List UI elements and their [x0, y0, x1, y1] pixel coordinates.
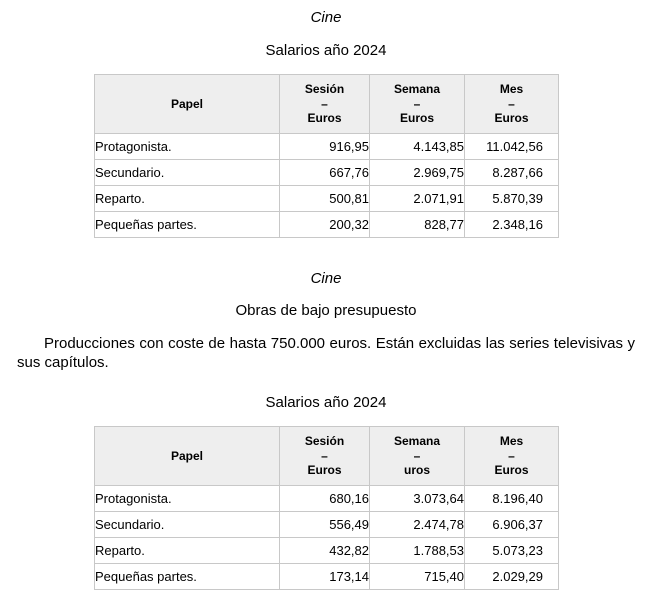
table-row: [95, 134, 559, 160]
cell-papel: Pequeñas partes.: [95, 212, 280, 238]
col-header-mes: [465, 427, 559, 486]
cell-mes: 8.196,40: [465, 486, 559, 512]
cell-mes: 6.906,37: [465, 512, 559, 538]
cell-papel: Reparto.: [95, 538, 280, 564]
cell-sesion: 500,81: [280, 186, 370, 212]
cell-semana: 715,40: [370, 564, 465, 590]
table-row: [95, 512, 559, 538]
cell-papel: Protagonista.: [95, 486, 280, 512]
cell-mes: 8.287,66: [465, 160, 559, 186]
cell-semana: 1.788,53: [370, 538, 465, 564]
section2-paragraph: Producciones con coste de hasta 750.000 euros. Están excluidas las series televisivas y sus capítulos.: [17, 335, 635, 371]
cell-papel: Pequeñas partes.: [95, 564, 280, 590]
col-header-papel: [95, 427, 280, 486]
header-unit: uros: [403, 463, 430, 478]
header-unit: Euros: [307, 111, 342, 126]
header-unit: Euros: [399, 111, 434, 126]
col-header-sesion: [280, 427, 370, 486]
col-header-mes: [465, 75, 559, 134]
table-row: [95, 212, 559, 238]
col-header-semana: [370, 427, 465, 486]
table-row: [95, 160, 559, 186]
cell-mes: 2.348,16: [465, 212, 559, 238]
header-unit: Euros: [307, 463, 342, 478]
header-unit: Euros: [494, 463, 529, 478]
header-dash: –: [508, 448, 515, 463]
cell-sesion: 432,82: [280, 538, 370, 564]
salary-table-1: [94, 74, 559, 238]
cell-mes: 5.073,23: [465, 538, 559, 564]
salary-table-2: [94, 426, 559, 590]
cell-sesion: 916,95: [280, 134, 370, 160]
header-text: Sesión: [304, 82, 345, 97]
cell-papel: Reparto.: [95, 186, 280, 212]
table-row: [95, 564, 559, 590]
table-row: [95, 486, 559, 512]
header-text: Semana: [393, 434, 441, 449]
section2-title: Cine: [310, 270, 342, 287]
table-row: [95, 186, 559, 212]
section2-heading: Obras de bajo presupuesto: [235, 302, 417, 319]
col-header-sesion: [280, 75, 370, 134]
cell-sesion: 200,32: [280, 212, 370, 238]
table-header-row: [95, 75, 559, 134]
cell-semana: 2.071,91: [370, 186, 465, 212]
col-header-semana: [370, 75, 465, 134]
cell-papel: Protagonista.: [95, 134, 280, 160]
header-dash: –: [321, 448, 328, 463]
table-header-row: [95, 427, 559, 486]
header-text: Mes: [499, 434, 524, 449]
header-dash: –: [508, 96, 515, 111]
section2-subtitle: Salarios año 2024: [265, 394, 387, 411]
header-text: Papel: [170, 96, 203, 111]
section1-subtitle: Salarios año 2024: [265, 42, 387, 59]
cell-sesion: 667,76: [280, 160, 370, 186]
cell-semana: 2.474,78: [370, 512, 465, 538]
header-dash: –: [321, 96, 328, 111]
cell-mes: 11.042,56: [465, 134, 559, 160]
cell-semana: 4.143,85: [370, 134, 465, 160]
cell-sesion: 680,16: [280, 486, 370, 512]
cell-semana: 2.969,75: [370, 160, 465, 186]
cell-mes: 2.029,29: [465, 564, 559, 590]
header-text: Mes: [499, 82, 524, 97]
cell-papel: Secundario.: [95, 512, 280, 538]
header-text: Semana: [393, 82, 441, 97]
cell-sesion: 556,49: [280, 512, 370, 538]
header-dash: –: [413, 96, 421, 111]
table-row: [95, 538, 559, 564]
header-text: Sesión: [304, 434, 345, 449]
cell-papel: Secundario.: [95, 160, 280, 186]
header-unit: Euros: [494, 111, 529, 126]
header-text: Papel: [170, 448, 203, 463]
cell-semana: 3.073,64: [370, 486, 465, 512]
cell-sesion: 173,14: [280, 564, 370, 590]
cell-mes: 5.870,39: [465, 186, 559, 212]
header-dash: –: [413, 448, 421, 463]
section1-title: Cine: [310, 9, 342, 26]
cell-semana: 828,77: [370, 212, 465, 238]
col-header-papel: [95, 75, 280, 134]
